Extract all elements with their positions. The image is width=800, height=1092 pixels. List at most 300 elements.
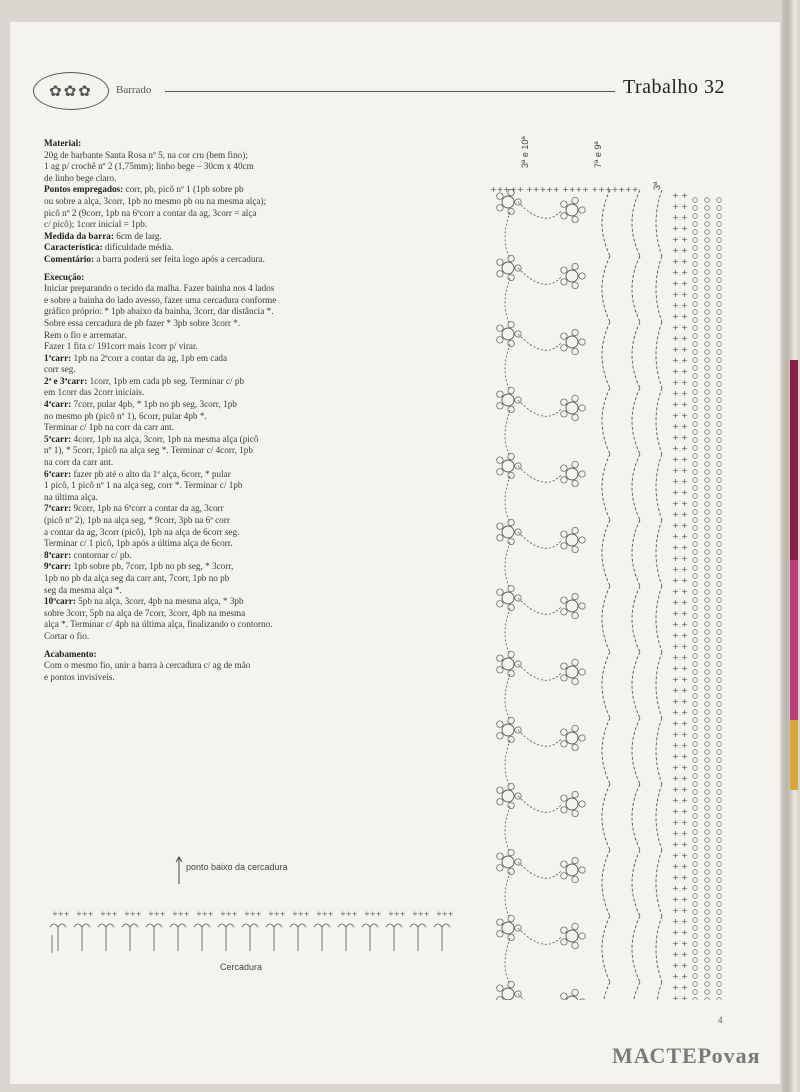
instruction-text: em 1corr das 2corr iniciais. <box>44 387 145 398</box>
chain-dot <box>705 542 710 547</box>
picot-petal <box>572 923 578 929</box>
chain-dot <box>705 774 710 779</box>
chart-symbol: + + <box>672 455 688 464</box>
picot-petal <box>508 387 514 393</box>
chain-arc <box>505 872 510 918</box>
strip-label-3: 3ª <box>652 181 662 190</box>
picot-petal <box>561 939 567 945</box>
chart-loop <box>266 924 282 927</box>
chart-loop <box>98 924 114 927</box>
picot-petal <box>497 271 503 277</box>
instructions-text <box>44 138 384 683</box>
cercadura-point-label: ponto baixo da cercadura <box>186 862 288 872</box>
chain-dot <box>717 238 722 243</box>
chain-dot <box>693 742 698 747</box>
picot-petal <box>561 333 567 339</box>
chart-symbol: + + <box>672 741 688 750</box>
chain-dot <box>717 774 722 779</box>
chain-arc <box>632 520 640 586</box>
book-edge <box>782 0 800 1092</box>
picot-petal <box>561 663 567 669</box>
chain-dot <box>693 686 698 691</box>
chain-dot <box>717 798 722 803</box>
strip-label-2: 7ª e 9ª <box>593 141 603 168</box>
picot-petal <box>561 213 567 219</box>
chain-arc <box>632 322 640 388</box>
chain-dot <box>717 230 722 235</box>
chain-dot <box>693 694 698 699</box>
picot-petal <box>561 267 567 273</box>
instruction-text: 1pb sobre pb, 7corr, 1pb no pb seg, * 3corr, <box>71 561 234 572</box>
chain-dot <box>705 822 710 827</box>
chain-dot <box>705 726 710 731</box>
chain-dot <box>717 278 722 283</box>
chart-symbol: + + <box>672 389 688 398</box>
chain-arc <box>656 388 662 454</box>
chain-dot <box>693 286 698 291</box>
chain-dot <box>693 494 698 499</box>
chain-dot <box>705 966 710 971</box>
chain-dot <box>693 990 698 995</box>
chain-dot <box>717 358 722 363</box>
picot-petal <box>508 538 514 544</box>
chain-dot <box>717 814 722 819</box>
instruction-text: no mesmo pb (picô nº 1), 6corr, pular 4pb *. <box>44 410 207 421</box>
chain-dot <box>705 814 710 819</box>
chain-dot <box>717 830 722 835</box>
chart-symbol: + + <box>672 312 688 321</box>
instruction-text: sobre 3corr, 5pb na alça de 7corr, 3corr, 4pb na mesma <box>44 607 246 618</box>
chain-arc <box>505 410 510 456</box>
chain-dot <box>705 974 710 979</box>
instruction-line <box>44 341 384 353</box>
chain-dot <box>693 518 698 523</box>
instruction-text: 7corr, pular 4pb, * 1pb no pb seg, 3corr, 1pb <box>71 399 237 410</box>
chain-dot <box>717 262 722 267</box>
chain-dot <box>693 390 698 395</box>
picot-circle <box>566 666 578 678</box>
chain-dot <box>717 870 722 875</box>
chart-symbol: + + <box>672 840 688 849</box>
chain-dot <box>705 838 710 843</box>
chart-symbol: + + <box>672 928 688 937</box>
instruction-text: seg da mesma alça *. <box>44 584 122 595</box>
picot-petal <box>508 981 514 987</box>
chain-dot <box>705 246 710 251</box>
chain-arc <box>602 454 610 520</box>
picot-petal <box>579 471 585 477</box>
instruction-text: Fazer 1 fita c/ 191corr mais 1corr p/ virar. <box>44 341 198 352</box>
instruction-text: Com o mesmo fio, unir a barra à cercadura c/ ag de mão <box>44 660 251 671</box>
picot-circle <box>502 526 514 538</box>
picot-petal <box>579 669 585 675</box>
chain-dot <box>705 982 710 987</box>
chain-arc <box>632 586 640 652</box>
instruction-line <box>44 660 384 672</box>
chart-loop <box>218 924 234 927</box>
picot-petal <box>572 395 578 401</box>
chart-symbol: + + <box>672 532 688 541</box>
chain-dot <box>717 374 722 379</box>
instruction-line <box>44 138 384 150</box>
chain-dot <box>717 574 722 579</box>
chain-arc <box>505 476 510 522</box>
chain-dot <box>717 630 722 635</box>
chain-dot <box>693 902 698 907</box>
chart-symbol: + + <box>672 994 688 1000</box>
picot-circle <box>566 798 578 810</box>
chain-dot <box>717 854 722 859</box>
chain-dot <box>705 910 710 915</box>
chain-dot <box>693 198 698 203</box>
picot-petal <box>561 201 567 207</box>
instruction-text: alça *. Terminar c/ 4pb na última alça, finalizando o contorno. <box>44 619 273 630</box>
chain-dot <box>705 262 710 267</box>
chart-loop <box>290 924 306 927</box>
chain-dot <box>693 950 698 955</box>
chain-dot <box>705 310 710 315</box>
chain-dot <box>705 302 710 307</box>
chain-arc <box>656 586 662 652</box>
instruction-line <box>44 387 384 399</box>
picot-petal <box>579 933 585 939</box>
picot-petal <box>497 601 503 607</box>
picot-circle <box>502 658 514 670</box>
chain-dot <box>705 798 710 803</box>
chain-dot <box>717 518 722 523</box>
chain-dot <box>693 486 698 491</box>
instruction-line <box>44 550 384 562</box>
chain-dot <box>717 894 722 899</box>
chain-dot <box>705 454 710 459</box>
chain-dot <box>705 422 710 427</box>
chain-arc <box>602 520 610 586</box>
instruction-line <box>44 295 384 307</box>
picot-petal <box>561 345 567 351</box>
chain-dot <box>717 398 722 403</box>
chart-symbol: + + <box>672 631 688 640</box>
chain-dot <box>717 382 722 387</box>
chain-arc <box>505 806 510 852</box>
picot-petal <box>561 795 567 801</box>
chain-arc <box>505 674 510 720</box>
chain-arc <box>656 256 662 322</box>
chart-symbol: + + <box>672 554 688 563</box>
chain-dot <box>705 950 710 955</box>
chain-dot <box>693 446 698 451</box>
picot-petal <box>572 527 578 533</box>
picot-petal <box>572 593 578 599</box>
instruction-line <box>44 538 384 550</box>
instruction-heading: 9ªcarr: <box>44 561 72 572</box>
chain-dot <box>693 246 698 251</box>
chain-arc <box>632 916 640 982</box>
instruction-line <box>44 242 384 254</box>
picot-petal <box>572 546 578 552</box>
chain-dot <box>717 902 722 907</box>
picot-circle <box>502 790 514 802</box>
chain-dot <box>717 206 722 211</box>
picot-petal <box>497 391 503 397</box>
chain-dot <box>705 278 710 283</box>
chain-dot <box>693 974 698 979</box>
picot-petal <box>579 537 585 543</box>
chain-dot <box>705 502 710 507</box>
chain-dot <box>705 998 710 1000</box>
chain-dot <box>705 534 710 539</box>
chart-symbol: + + <box>672 598 688 607</box>
chain-arc <box>656 190 662 256</box>
instruction-heading: 1ªcarr: <box>44 352 72 363</box>
chain-arc <box>602 916 610 982</box>
chain-dot <box>693 334 698 339</box>
chain-dot <box>717 302 722 307</box>
chain-dot <box>717 214 722 219</box>
chain-dot <box>717 414 722 419</box>
instruction-line <box>44 672 384 684</box>
chain-arc <box>602 256 610 322</box>
chain-dot <box>717 510 722 515</box>
chain-arc <box>602 322 610 388</box>
chart-symbol: +++ <box>436 910 454 918</box>
instruction-heading: Medida da barra: <box>44 230 114 241</box>
chain-arc <box>602 388 610 454</box>
chain-dot <box>693 462 698 467</box>
chain-dot <box>693 574 698 579</box>
instruction-heading: Acabamento: <box>44 648 97 659</box>
chart-symbol: + + <box>672 301 688 310</box>
picot-petal <box>508 868 514 874</box>
chain-dot <box>693 822 698 827</box>
chain-dot <box>693 222 698 227</box>
picot-petal <box>508 934 514 940</box>
chain-arc <box>518 268 562 284</box>
picot-petal <box>579 405 585 411</box>
chain-dot <box>705 270 710 275</box>
chain-dot <box>717 614 722 619</box>
chain-arc <box>505 542 510 588</box>
chain-dot <box>705 862 710 867</box>
chain-dot <box>693 886 698 891</box>
chain-arc <box>656 520 662 586</box>
instruction-text: Sobre essa cercadura de pb fazer * 3pb sobre 3corr *. <box>44 317 241 328</box>
chain-dot <box>693 670 698 675</box>
instruction-line <box>44 399 384 411</box>
chart-loop <box>338 924 354 927</box>
chain-dot <box>705 566 710 571</box>
picot-petal <box>508 274 514 280</box>
chain-dot <box>717 526 722 531</box>
picot-circle <box>502 988 514 1000</box>
chain-dot <box>705 318 710 323</box>
instruction-text: a barra poderá ser feita logo após a cercadura. <box>94 253 265 264</box>
instruction-line <box>44 411 384 423</box>
instruction-text: fazer pb até o alto da 1ª alça, 6corr, * pular <box>71 468 231 479</box>
instruction-line <box>44 330 384 342</box>
picot-petal <box>508 585 514 591</box>
picot-petal <box>497 667 503 673</box>
chart-symbol: +++ <box>100 910 118 918</box>
chain-dot <box>693 862 698 867</box>
chart-loop <box>242 924 258 927</box>
chain-dot <box>717 998 722 1000</box>
chart-symbol: + + <box>672 719 688 728</box>
chain-dot <box>705 326 710 331</box>
chart-symbol: + + <box>672 543 688 552</box>
header-rule <box>165 91 615 92</box>
chain-dot <box>717 222 722 227</box>
picot-petal <box>579 867 585 873</box>
chain-dot <box>717 550 722 555</box>
chart-symbol: + + <box>672 642 688 651</box>
chain-dot <box>705 374 710 379</box>
instruction-heading: 2ª e 3ªcarr: <box>44 375 88 386</box>
chart-symbol: + + <box>672 763 688 772</box>
edge-stripe <box>790 560 798 720</box>
chart-symbol: +++ <box>364 910 382 918</box>
chart-symbol: + + <box>672 323 688 332</box>
chain-dot <box>693 614 698 619</box>
instruction-heading: Característica: <box>44 242 103 253</box>
picot-petal <box>497 337 503 343</box>
chain-dot <box>693 278 698 283</box>
chain-dot <box>693 966 698 971</box>
chain-dot <box>693 566 698 571</box>
picot-petal <box>561 741 567 747</box>
picot-petal <box>572 461 578 467</box>
chain-dot <box>693 790 698 795</box>
chart-loop <box>50 924 66 927</box>
chain-dot <box>705 350 710 355</box>
chain-dot <box>693 230 698 235</box>
chart-symbol: + + <box>672 378 688 387</box>
picot-petal <box>508 208 514 214</box>
chain-arc <box>518 202 562 218</box>
instruction-line <box>44 573 384 585</box>
picot-circle <box>502 328 514 340</box>
chain-arc <box>602 850 610 916</box>
chain-dot <box>705 518 710 523</box>
chain-arc <box>632 652 640 718</box>
instruction-line <box>44 196 384 208</box>
chain-dot <box>693 542 698 547</box>
chain-dot <box>705 630 710 635</box>
instruction-line <box>44 208 384 220</box>
picot-circle <box>566 600 578 612</box>
chart-symbol: + + <box>672 345 688 354</box>
chain-dot <box>705 750 710 755</box>
edge-stripe <box>790 720 798 790</box>
chart-loop <box>194 924 210 927</box>
chain-dot <box>717 934 722 939</box>
chain-dot <box>693 270 698 275</box>
chain-arc <box>518 862 562 878</box>
chart-symbol: +++++ +++++ ++++ +++++++ <box>490 185 639 194</box>
picot-circle <box>566 864 578 876</box>
chain-dot <box>693 598 698 603</box>
chart-symbol: + + <box>672 444 688 453</box>
chart-loop <box>146 924 162 927</box>
chart-symbol: + + <box>672 433 688 442</box>
chain-dot <box>705 878 710 883</box>
instruction-text: picô nº 2 (9corr, 1pb na 6ªcorr a contar da ag, 3corr = alça <box>44 207 257 218</box>
chart-symbol: + + <box>672 576 688 585</box>
picot-petal <box>508 717 514 723</box>
picot-petal <box>561 993 567 999</box>
chain-arc <box>632 256 640 322</box>
barrado-crochet-chart <box>490 120 730 1000</box>
chain-dot <box>717 406 722 411</box>
chain-dot <box>717 782 722 787</box>
chain-arc <box>518 730 562 746</box>
chart-symbol: + + <box>672 334 688 343</box>
chart-symbol: + + <box>672 972 688 981</box>
chain-dot <box>705 494 710 499</box>
chain-dot <box>705 894 710 899</box>
chain-dot <box>717 326 722 331</box>
chain-dot <box>705 238 710 243</box>
chart-symbol: + + <box>672 917 688 926</box>
picot-petal <box>508 406 514 412</box>
chart-symbol: + + <box>672 818 688 827</box>
instruction-text: na última alça. <box>44 491 98 502</box>
instruction-text: 1pb na 2ªcorr a contar da ag, 1pb em cada <box>71 352 228 363</box>
chain-dot <box>705 646 710 651</box>
cercadura-chart <box>44 905 464 957</box>
picot-petal <box>561 531 567 537</box>
chart-loop <box>410 924 426 927</box>
chain-dot <box>693 798 698 803</box>
chain-arc <box>656 982 662 1000</box>
instruction-line <box>44 631 384 643</box>
chain-dot <box>717 542 722 547</box>
chain-dot <box>705 286 710 291</box>
picot-petal <box>508 321 514 327</box>
chain-dot <box>717 502 722 507</box>
chain-dot <box>693 782 698 787</box>
chain-dot <box>693 958 698 963</box>
chain-dot <box>693 454 698 459</box>
instruction-text: Terminar c/ 1pb na corr da carr ant. <box>44 422 174 433</box>
chain-dot <box>693 558 698 563</box>
picot-petal <box>497 535 503 541</box>
chart-loop <box>434 924 450 927</box>
chain-dot <box>693 750 698 755</box>
chart-symbol: + + <box>672 664 688 673</box>
chain-arc <box>518 994 562 1000</box>
instruction-line <box>44 561 384 573</box>
chain-dot <box>717 590 722 595</box>
chart-symbol: +++ <box>268 910 286 918</box>
chain-dot <box>717 462 722 467</box>
chart-symbol: + + <box>672 587 688 596</box>
chain-arc <box>656 850 662 916</box>
chain-dot <box>705 510 710 515</box>
picot-petal <box>561 411 567 417</box>
chain-dot <box>705 254 710 259</box>
chart-symbol: + + <box>672 411 688 420</box>
chain-arc <box>632 190 640 256</box>
picot-petal <box>572 282 578 288</box>
chart-symbol: + + <box>672 862 688 871</box>
instruction-line <box>44 457 384 469</box>
chain-dot <box>693 406 698 411</box>
chain-dot <box>693 726 698 731</box>
chain-dot <box>717 286 722 291</box>
chain-dot <box>705 830 710 835</box>
chart-symbol: + + <box>672 400 688 409</box>
picot-petal <box>572 263 578 269</box>
